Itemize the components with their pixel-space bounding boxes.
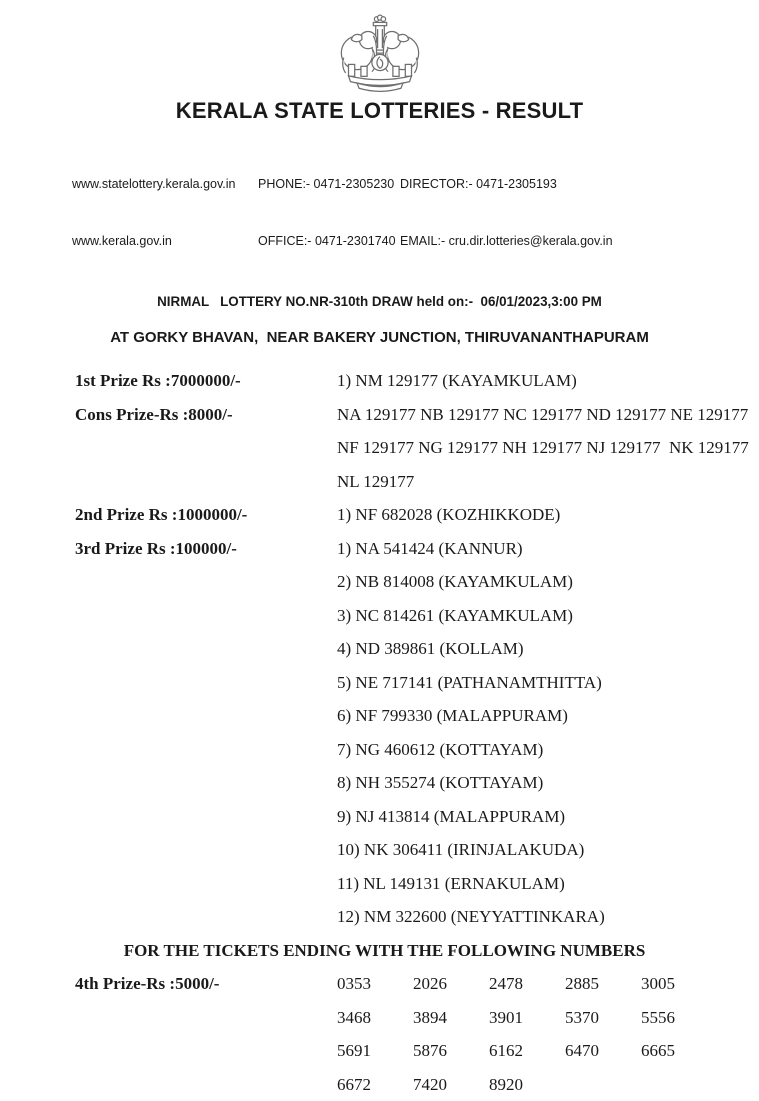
ending-number: 0353 <box>337 967 413 1001</box>
number-row <box>337 967 729 1001</box>
ending-number: 5691 <box>337 1034 413 1068</box>
prize-winners-consolation <box>337 398 749 499</box>
prize-winners-second <box>337 498 729 532</box>
prize-label-second: 2nd Prize Rs :1000000/- <box>75 498 337 532</box>
ending-number: 3468 <box>337 1001 413 1035</box>
contact-col-websites <box>72 137 258 289</box>
tickets-ending-heading: FOR THE TICKETS ENDING WITH THE FOLLOWING NUMBERS <box>40 934 729 968</box>
prize-row-third <box>75 532 729 934</box>
fourth-prize-number-grid <box>337 967 729 1101</box>
winning-ticket: 11) NL 149131 (ERNAKULAM) <box>337 867 729 901</box>
results-body <box>75 364 729 1101</box>
prize-winners-third <box>337 532 729 934</box>
number-row <box>337 1001 729 1035</box>
winning-ticket: 10) NK 306411 (IRINJALAKUDA) <box>337 833 729 867</box>
prize-row-fourth <box>75 967 729 1101</box>
prize-label-consolation: Cons Prize-Rs :8000/- <box>75 398 337 432</box>
ending-number: 6665 <box>641 1034 717 1068</box>
kerala-government-emblem-icon <box>332 10 428 94</box>
winning-ticket: NF 129177 NG 129177 NH 129177 NJ 129177 NK 129177 <box>337 431 749 465</box>
emblem-container <box>0 0 759 94</box>
winning-ticket: 1) NF 682028 (KOZHIKKODE) <box>337 498 729 532</box>
ending-number: 3901 <box>489 1001 565 1035</box>
ending-number: 3005 <box>641 967 717 1001</box>
ending-number: 5556 <box>641 1001 717 1035</box>
contact-col-phones <box>258 137 400 289</box>
ending-number: 6470 <box>565 1034 641 1068</box>
ending-number: 2885 <box>565 967 641 1001</box>
ending-number: 3894 <box>413 1001 489 1035</box>
number-row <box>337 1068 729 1101</box>
contact-col-director-email <box>400 137 729 289</box>
contact-info-block <box>72 137 729 289</box>
ending-number: 6162 <box>489 1034 565 1068</box>
prize-row-first <box>75 364 729 398</box>
website-statelottery: www.statelottery.kerala.gov.in <box>72 175 258 194</box>
office-number: OFFICE:- 0471-2301740 <box>258 232 400 251</box>
winning-ticket: 2) NB 814008 (KAYAMKULAM) <box>337 565 729 599</box>
prize-row-consolation <box>75 398 729 499</box>
ending-number: 5876 <box>413 1034 489 1068</box>
winning-ticket: 6) NF 799330 (MALAPPURAM) <box>337 699 729 733</box>
winning-ticket: 1) NA 541424 (KANNUR) <box>337 532 729 566</box>
number-row <box>337 1034 729 1068</box>
director-number: DIRECTOR:- 0471-2305193 <box>400 175 729 194</box>
ending-number: 2026 <box>413 967 489 1001</box>
winning-ticket: 4) ND 389861 (KOLLAM) <box>337 632 729 666</box>
ending-number: 2478 <box>489 967 565 1001</box>
prize-winners-first <box>337 364 729 398</box>
winning-ticket: 7) NG 460612 (KOTTAYAM) <box>337 733 729 767</box>
winning-ticket: NL 129177 <box>337 465 749 499</box>
page-title: KERALA STATE LOTTERIES - RESULT <box>0 98 759 124</box>
winning-ticket: 3) NC 814261 (KAYAMKULAM) <box>337 599 729 633</box>
ending-number: 5370 <box>565 1001 641 1035</box>
prize-label-first: 1st Prize Rs :7000000/- <box>75 364 337 398</box>
ending-number: 7420 <box>413 1068 489 1101</box>
email-address: EMAIL:- cru.dir.lotteries@kerala.gov.in <box>400 232 729 251</box>
prize-row-second <box>75 498 729 532</box>
winning-ticket: 12) NM 322600 (NEYYATTINKARA) <box>337 900 729 934</box>
venue-line: AT GORKY BHAVAN, NEAR BAKERY JUNCTION, THIRUVANANTHAPURAM <box>0 328 759 347</box>
winning-ticket: NA 129177 NB 129177 NC 129177 ND 129177 NE 129177 <box>337 398 749 432</box>
winning-ticket: 5) NE 717141 (PATHANAMTHITTA) <box>337 666 729 700</box>
prize-label-third: 3rd Prize Rs :100000/- <box>75 532 337 566</box>
website-kerala: www.kerala.gov.in <box>72 232 258 251</box>
prize-label-fourth: 4th Prize-Rs :5000/- <box>75 967 337 1001</box>
phone-number: PHONE:- 0471-2305230 <box>258 175 400 194</box>
ending-number: 8920 <box>489 1068 565 1101</box>
winning-ticket: 9) NJ 413814 (MALAPPURAM) <box>337 800 729 834</box>
draw-title-line: NIRMAL LOTTERY NO.NR-310th DRAW held on:- 06/01/2023,3:00 PM <box>0 292 759 311</box>
ending-number: 6672 <box>337 1068 413 1101</box>
winning-ticket: 1) NM 129177 (KAYAMKULAM) <box>337 364 729 398</box>
winning-ticket: 8) NH 355274 (KOTTAYAM) <box>337 766 729 800</box>
